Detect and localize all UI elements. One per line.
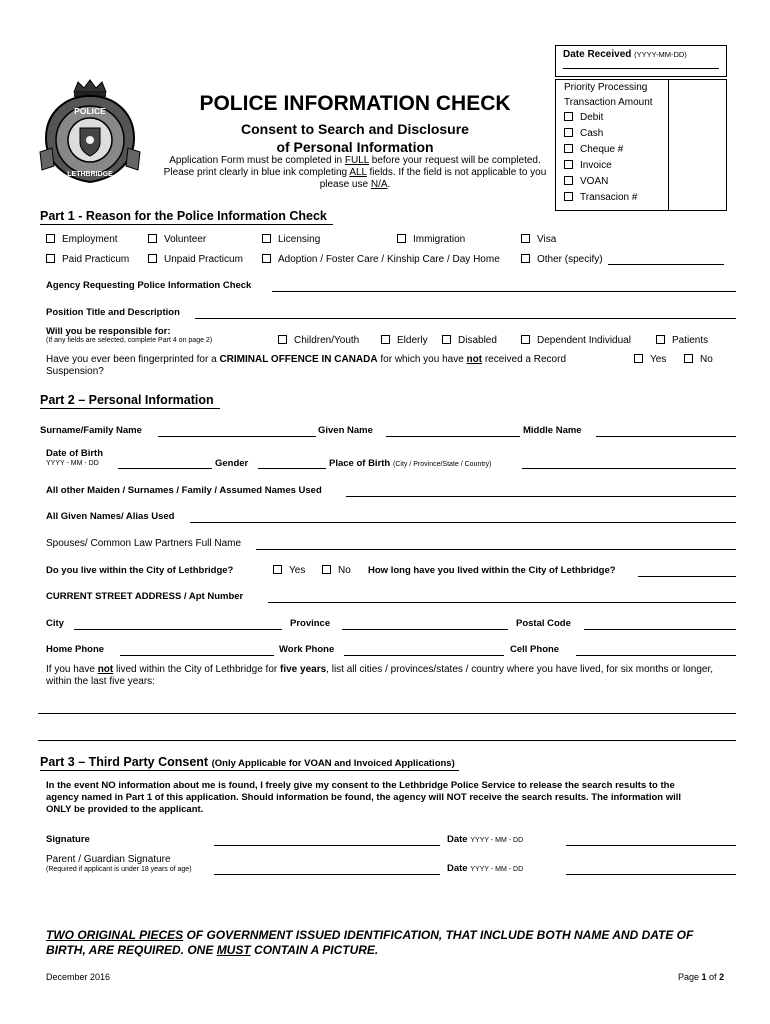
responsible-note: (If any fields are selected, complete Part 4 on page 2) — [46, 337, 213, 344]
address-label: CURRENT STREET ADDRESS / Apt Number — [46, 591, 244, 602]
page-title: POLICE INFORMATION CHECK — [199, 92, 511, 115]
checkbox-icon[interactable] — [273, 565, 282, 574]
how-long-field[interactable] — [638, 576, 736, 577]
checkbox-icon[interactable] — [46, 234, 55, 243]
date-received-field[interactable] — [563, 68, 719, 69]
cheque-option[interactable] — [564, 144, 623, 155]
dob-format: YYYY - MM - DD — [46, 460, 99, 467]
alias-label: All Given Names/ Alias Used — [46, 511, 175, 522]
checkbox-icon[interactable] — [46, 254, 55, 263]
badge-bottom-text: LETHBRIDGE — [67, 171, 113, 178]
postal-code-label: Postal Code — [516, 618, 571, 629]
page-subtitle-2: of Personal Information — [276, 139, 434, 155]
surname-field[interactable] — [158, 436, 316, 437]
previous-residence-line-2[interactable] — [38, 740, 736, 741]
voan-option[interactable] — [564, 176, 608, 187]
maiden-names-label: All other Maiden / Surnames / Family / Assumed Names Used — [46, 485, 322, 496]
cell-phone-field[interactable] — [576, 655, 736, 656]
resp-elderly[interactable]: Elderly — [381, 335, 428, 346]
reason-licensing[interactable]: Licensing — [262, 234, 320, 245]
position-field[interactable] — [195, 318, 736, 319]
cell-phone-label: Cell Phone — [510, 644, 560, 655]
reason-other[interactable]: Other (specify) — [521, 254, 603, 265]
signature-date-label: Date YYYY - MM - DD — [447, 834, 524, 845]
responsible-label: Will you be responsible for: — [46, 326, 171, 337]
badge-top-text: POLICE — [74, 106, 106, 116]
alias-field[interactable] — [190, 522, 736, 523]
debit-option[interactable] — [564, 112, 603, 123]
checkbox-icon[interactable] — [148, 234, 157, 243]
date-received-label: Date Received — [563, 49, 632, 60]
other-specify-field[interactable] — [608, 264, 724, 265]
pob-label: Place of Birth (City / Province/State / Country) — [329, 458, 492, 469]
transaction-checkbox[interactable] — [564, 192, 573, 201]
checkbox-icon[interactable] — [322, 565, 331, 574]
dob-label: Date of Birth — [46, 448, 103, 459]
agency-label: Agency Requesting Police Information Check — [46, 280, 252, 291]
date-received-format: (YYYY-MM-DD) — [634, 50, 687, 59]
reason-paid-practicum[interactable]: Paid Practicum — [46, 254, 129, 265]
agency-field[interactable] — [272, 291, 736, 292]
resp-children[interactable]: Children/Youth — [278, 335, 359, 346]
signature-date-field[interactable] — [566, 845, 736, 846]
pob-field[interactable] — [522, 468, 736, 469]
consent-text: In the event NO information about me is found, I freely give my consent to the Lethbridge Police Service to release the search results to the agency named in Part 1 of this application. Should information be found, the agency will NOT receive the search results. The information will ONLY be provided to the applicant. — [46, 780, 682, 815]
checkbox-icon[interactable] — [521, 254, 530, 263]
reason-adoption[interactable]: Adoption / Foster Care / Kinship Care / Day Home — [262, 254, 500, 265]
home-phone-field[interactable] — [120, 655, 274, 656]
given-name-field[interactable] — [386, 436, 520, 437]
checkbox-icon[interactable] — [442, 335, 451, 344]
fingerprint-yes[interactable]: Yes — [634, 354, 666, 365]
checkbox-icon[interactable] — [148, 254, 157, 263]
cash-option[interactable] — [564, 128, 603, 139]
part1-heading: Part 1 - Reason for the Police Information Check — [40, 209, 327, 223]
transaction-amount-label: Transaction Amount — [564, 97, 653, 108]
cheque-checkbox[interactable] — [564, 144, 573, 153]
city-label: City — [46, 618, 64, 629]
live-in-city-no[interactable]: No — [322, 565, 351, 576]
invoice-option[interactable] — [564, 160, 612, 171]
resp-patients[interactable]: Patients — [656, 335, 708, 346]
live-in-city-yes[interactable]: Yes — [273, 565, 305, 576]
cash-checkbox[interactable] — [564, 128, 573, 137]
checkbox-icon[interactable] — [634, 354, 643, 363]
gender-field[interactable] — [258, 468, 326, 469]
fingerprint-no[interactable]: No — [684, 354, 713, 365]
date-received-box — [555, 45, 727, 77]
debit-checkbox[interactable] — [564, 112, 573, 121]
instructions: Application Form must be completed in FULL before your request will be completed. Please print clearly in blue ink completing ALL fields. If the field is not applicable to you please use N/A. — [163, 155, 547, 190]
signature-field[interactable] — [214, 845, 440, 846]
checkbox-icon[interactable] — [521, 234, 530, 243]
checkbox-icon[interactable] — [656, 335, 665, 344]
address-field[interactable] — [268, 602, 736, 603]
fingerprint-question: Have you ever been fingerprinted for a CRIMINAL OFFENCE IN CANADA for which you have not received a Record Suspension? — [46, 354, 567, 377]
previous-residence-line-1[interactable] — [38, 713, 736, 714]
debit-label: Debit — [580, 112, 604, 123]
resp-dependent[interactable]: Dependent Individual — [521, 335, 631, 346]
priority-processing-label: Priority Processing — [564, 82, 648, 93]
invoice-checkbox[interactable] — [564, 160, 573, 169]
city-field[interactable] — [74, 629, 282, 630]
checkbox-icon[interactable] — [684, 354, 693, 363]
home-phone-label: Home Phone — [46, 644, 105, 655]
part2-heading: Part 2 – Personal Information — [40, 393, 214, 407]
gender-label: Gender — [215, 458, 249, 469]
surname-label: Surname/Family Name — [40, 425, 142, 436]
live-in-city-label: Do you live within the City of Lethbridge? — [46, 565, 234, 576]
parent-signature-label: Parent / Guardian Signature — [46, 854, 171, 865]
reason-employment[interactable]: Employment — [46, 234, 118, 245]
parent-signature-note: (Required if applicant is under 18 years of age) — [46, 866, 192, 873]
checkbox-icon[interactable] — [262, 254, 271, 263]
part3-heading: Part 3 – Third Party Consent (Only Applicable for VOAN and Invoiced Applications) — [40, 755, 455, 769]
middle-name-field[interactable] — [596, 436, 736, 437]
middle-name-label: Middle Name — [523, 425, 582, 436]
parent-date-field[interactable] — [566, 874, 736, 875]
voan-label: VOAN — [580, 176, 609, 187]
page-number: Page 1 of 2 — [678, 972, 725, 982]
work-phone-label: Work Phone — [279, 644, 335, 655]
spouses-field[interactable] — [256, 549, 736, 550]
postal-code-field[interactable] — [584, 629, 736, 630]
province-field[interactable] — [342, 629, 508, 630]
spouses-label: Spouses/ Common Law Partners Full Name — [46, 538, 242, 549]
payment-box — [555, 79, 727, 211]
checkbox-icon[interactable] — [381, 335, 390, 344]
position-label: Position Title and Description — [46, 307, 180, 318]
lethbridge-police-badge-icon — [38, 78, 142, 186]
dob-field[interactable] — [118, 468, 212, 469]
id-requirement-notice: TWO ORIGINAL PIECES OF GOVERNMENT ISSUED IDENTIFICATION, THAT INCLUDE BOTH NAME AND DATE OF BIRTH, ARE REQUIRED. ONE MUST CONTAIN A PICTURE. — [46, 928, 694, 957]
province-label: Province — [290, 618, 331, 629]
not-lived-instructions: If you have not lived within the City of Lethbridge for five years, list all cities / provinces/states / country where you have lived, for six months or longer, within the last five years: — [46, 664, 714, 687]
voan-checkbox[interactable] — [564, 176, 573, 185]
revision-date: December 2016 — [46, 972, 111, 982]
page-subtitle-1: Consent to Search and Disclosure — [241, 121, 469, 137]
cheque-label: Cheque # — [580, 144, 624, 155]
signature-label: Signature — [46, 834, 90, 845]
parent-signature-field[interactable] — [214, 874, 440, 875]
reason-volunteer[interactable]: Volunteer — [148, 234, 206, 245]
checkbox-icon[interactable] — [397, 234, 406, 243]
checkbox-icon[interactable] — [262, 234, 271, 243]
reason-immigration[interactable]: Immigration — [397, 234, 465, 245]
invoice-label: Invoice — [580, 160, 612, 171]
transaction-label: Transacion # — [580, 192, 638, 203]
work-phone-field[interactable] — [344, 655, 504, 656]
parent-date-label: Date YYYY - MM - DD — [447, 863, 524, 874]
given-name-label: Given Name — [318, 425, 373, 436]
cash-label: Cash — [580, 128, 604, 139]
how-long-label: How long have you lived within the City of Lethbridge? — [368, 565, 616, 576]
resp-disabled[interactable]: Disabled — [442, 335, 497, 346]
transaction-option[interactable] — [564, 192, 637, 203]
reason-unpaid-practicum[interactable]: Unpaid Practicum — [148, 254, 243, 265]
checkbox-icon[interactable] — [278, 335, 287, 344]
reason-visa[interactable]: Visa — [521, 234, 556, 245]
checkbox-icon[interactable] — [521, 335, 530, 344]
maiden-names-field[interactable] — [346, 496, 736, 497]
